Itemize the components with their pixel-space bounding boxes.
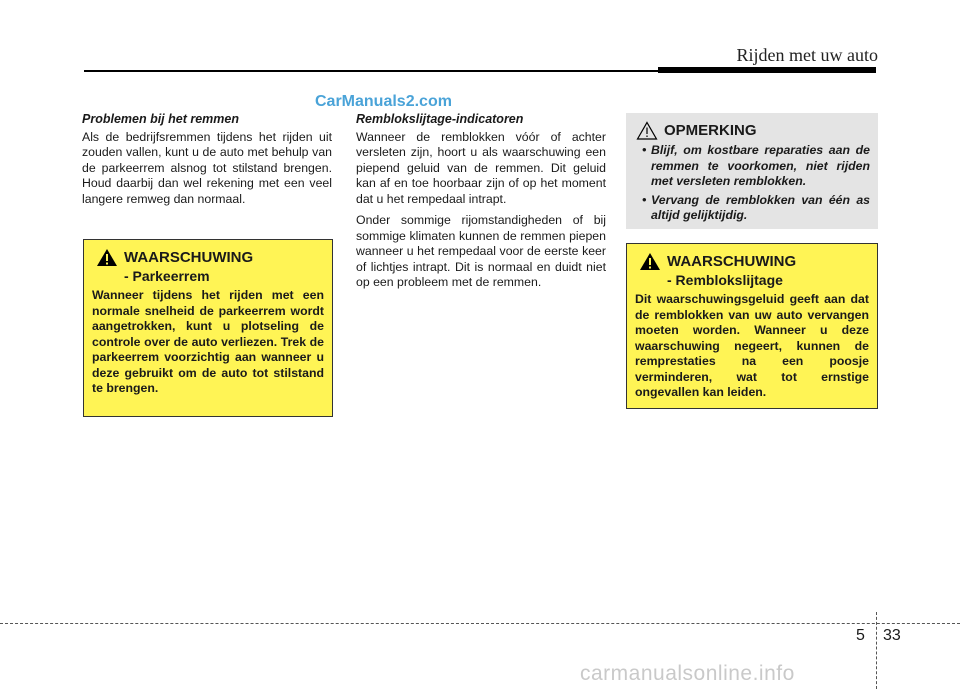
warning-triangle-icon bbox=[639, 252, 661, 271]
column-braking-problems bbox=[82, 112, 332, 213]
note-box bbox=[626, 113, 878, 229]
watermark-top: CarManuals2.com bbox=[315, 93, 452, 110]
warning-title: WAARSCHUWING bbox=[667, 253, 797, 270]
paragraph-brake-wear-2: Onder sommige rijomstandigheden of bij sommige klimaten kunnen de remmen piepen wanneer u het rempedaal voor de eerste keer of lichtjes intrapt. Dit is normaal en duidt niet op een probleem met de remmen. bbox=[356, 213, 606, 289]
warning-subtitle: - Remblokslijtage bbox=[667, 272, 783, 288]
warning-body: Dit waarschuwingsgeluid geeft aan dat de remblokken van uw auto vervangen moeten worden. Wanneer u deze waarschuwing negeert, kunnen de remprestaties na een poosje verminderen, wat tot ernstige ongevallen kan leiden. bbox=[635, 292, 869, 399]
footer-vertical-divider bbox=[876, 612, 877, 689]
warning-header bbox=[639, 252, 869, 271]
warning-box-brake-wear bbox=[626, 243, 878, 409]
note-list bbox=[636, 143, 870, 224]
section-title: Rijden met uw auto bbox=[736, 45, 878, 65]
column-brake-wear-indicators bbox=[356, 112, 606, 297]
page-number: 33 bbox=[883, 627, 901, 644]
warning-box-parking-brake bbox=[83, 239, 333, 417]
note-title: OPMERKING bbox=[664, 122, 757, 139]
header-rule-thin bbox=[84, 70, 658, 72]
note-item: • Blijf, om kostbare reparaties aan de remmen te voorkomen, niet rijden met versleten remblokken. bbox=[642, 143, 870, 188]
warning-title: WAARSCHUWING bbox=[124, 249, 254, 266]
heading-braking-problems: Problemen bij het remmen bbox=[82, 112, 239, 126]
warning-header bbox=[96, 248, 324, 267]
paragraph-brake-wear-1: Wanneer de remblokken vóór of achter versleten zijn, hoort u als waarschuwing een piepend geluid van de remmen. Dit geluid kan af en toe hoorbaar zijn of op het moment dat u het rempedaal intrapt. bbox=[356, 129, 606, 206]
watermark-bottom: carmanualsonline.info bbox=[580, 662, 795, 685]
footer-divider bbox=[0, 623, 960, 624]
warning-subtitle: - Parkeerrem bbox=[124, 268, 210, 284]
note-item: • Vervang de remblokken van één as altijd gelijktijdig. bbox=[642, 192, 870, 222]
chapter-number: 5 bbox=[856, 627, 865, 644]
warning-body: Wanneer tijdens het rijden met een normale snelheid de parkeerrem wordt aangetrokken, kunt u plotseling de controle over de auto verliezen. Trek de parkeerrem voorzichtig aan wanneer u deze gebruikt om de auto tot stilstand te brengen. bbox=[92, 288, 324, 395]
heading-brake-wear-indicators: Remblokslijtage-indicatoren bbox=[356, 112, 524, 126]
warning-triangle-icon bbox=[96, 248, 118, 267]
caution-triangle-icon bbox=[636, 121, 658, 140]
paragraph-braking-problems: Als de bedrijfsremmen tijdens het rijden uit zouden vallen, kunt u de auto met behulp van de parkeerrem alsnog tot stilstand brengen. Houd daarbij dan wel rekening met een veel langere remweg dan normaal. bbox=[82, 129, 332, 206]
header-rule-thick bbox=[658, 67, 876, 73]
note-header bbox=[636, 121, 870, 140]
